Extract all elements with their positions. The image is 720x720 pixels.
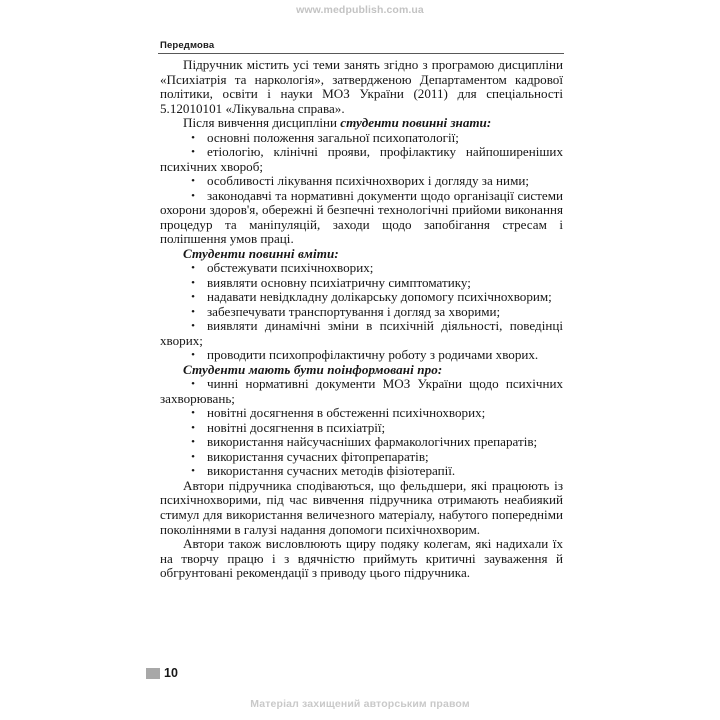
bullet-dot-icon: •: [191, 320, 195, 333]
bullet-dot-icon: •: [191, 262, 195, 275]
list-item: [160, 377, 563, 406]
list-item: [160, 450, 563, 465]
bullet-dot-icon: •: [191, 407, 195, 420]
page-folio: [146, 666, 178, 680]
bullet-dot-icon: •: [191, 450, 195, 463]
list-item-label: особливості лікування психічнохворих і догляду за ними;: [207, 173, 529, 189]
list-item: [160, 261, 563, 276]
lead-in-must-know-emphasis: студенти повинні знати:: [340, 115, 492, 131]
list-item-label: чинні нормативні документи МОЗ України щодо психічних захворювань;: [160, 376, 563, 406]
list-item: [160, 406, 563, 421]
bullet-dot-icon: •: [191, 421, 195, 434]
bullet-dot-icon: •: [191, 189, 195, 202]
bullet-dot-icon: •: [191, 175, 195, 188]
list-item-label: використання найсучасніших фармакологічних препаратів;: [207, 434, 538, 450]
running-header: [158, 40, 564, 54]
list-item-label: виявляти основну психіатричну симптоматику;: [207, 274, 471, 290]
list-item-label: забезпечувати транспортування і догляд за хворими;: [207, 303, 501, 319]
bullet-dot-icon: •: [191, 276, 195, 289]
list-item-label: новітні досягнення в обстеженні психічнохворих;: [207, 405, 486, 421]
list-item-label: використання сучасних методів фізіотерапії.: [207, 463, 456, 479]
subheading-must-be-able: Студенти повинні вміти:: [183, 245, 339, 261]
authors-paragraph-2: Автори також висловлюють щиру подяку колегам, які надихали їх на творчу працю і з вдячністю приймуть критичні зауваження й обгрунтовані рекомендації з приводу цього підручника.: [160, 536, 563, 581]
authors-paragraph-1: Автори підручника сподіваються, що фельдшери, які працюють із психічнохворими, під час вивчення підручника отримають неабиякий стимул для використання величезного матеріалу, набутого попередніми поколіннями в галузі надання допомоги психічнохворим.: [160, 477, 563, 537]
list-item-label: законодавчі та нормативні документи щодо організації системи охорони здоров'я, обережні й безпечні технологічні прийоми виконання процедур та маніпуляцій, заходи щодо запобігання стресам і поліпшення умов праці.: [160, 187, 563, 247]
page-number: 10: [164, 666, 178, 680]
list-item-label: етіологію, клінічні прояви, профілактику найпоширеніших психічних хвороб;: [160, 144, 563, 174]
running-header-title: Передмова: [160, 40, 215, 51]
list-item-label: новітні досягнення в психіатрії;: [207, 419, 386, 435]
list-item: [160, 348, 563, 363]
intro-paragraph: Підручник містить усі теми занять згідно з програмою дисципліни «Психіатрія та наркологія», затвердженою Департаментом кадрової політики, освіти і науки МОЗ України (2011) для спеціальності 5.12010101 «Лікувальна справа».: [160, 57, 563, 116]
list-item: [160, 435, 563, 450]
bullet-dot-icon: •: [191, 465, 195, 478]
bullet-dot-icon: •: [191, 349, 195, 362]
list-item: [160, 174, 563, 189]
must-know-list: [160, 131, 563, 247]
folio-marker-icon: [146, 668, 160, 679]
copyright-watermark: Матеріал захищений авторським правом: [250, 698, 470, 710]
bullet-dot-icon: •: [191, 291, 195, 304]
list-item-label: проводити психопрофілактичну роботу з родичами хворих.: [207, 347, 539, 363]
bullet-dot-icon: •: [191, 131, 195, 144]
list-item-label: обстежувати психічнохворих;: [207, 260, 374, 276]
list-item: [160, 131, 563, 146]
page-body: [160, 58, 563, 581]
subheading-must-be-informed: Студенти мають бути поінформовані про:: [183, 361, 443, 377]
lead-in-must-know: [160, 116, 563, 131]
list-item: [160, 276, 563, 291]
list-item: [160, 189, 563, 247]
bullet-dot-icon: •: [191, 436, 195, 449]
list-item: [160, 319, 563, 348]
lead-in-must-know-prefix: Після вивчення дисципліни: [183, 115, 341, 131]
bullet-dot-icon: •: [191, 305, 195, 318]
site-url-watermark: www.medpublish.com.ua: [296, 4, 424, 16]
list-item-label: основні положення загальної психопатології;: [207, 129, 459, 145]
list-item-label: виявляти динамічні зміни в психічній діяльності, поведінці хворих;: [160, 318, 563, 348]
list-item: [160, 290, 563, 305]
list-item: [160, 145, 563, 174]
header-rule: [158, 53, 564, 54]
list-item: [160, 421, 563, 436]
list-item-label: надавати невідкладну долікарську допомогу психічнохворим;: [207, 289, 552, 305]
list-item-label: використання сучасних фітопрепаратів;: [207, 448, 429, 464]
bullet-dot-icon: •: [191, 146, 195, 159]
bullet-dot-icon: •: [191, 378, 195, 391]
list-item: [160, 305, 563, 320]
must-be-able-list: [160, 261, 563, 363]
list-item: [160, 464, 563, 479]
must-be-informed-list: [160, 377, 563, 479]
